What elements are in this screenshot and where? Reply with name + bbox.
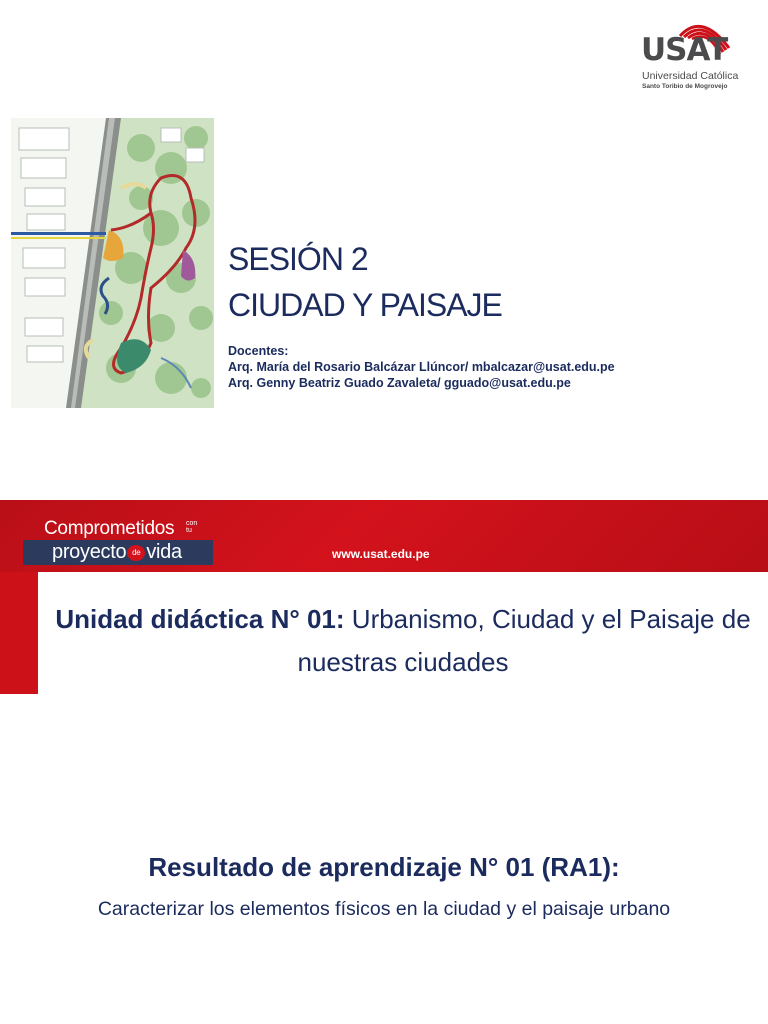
- logo-subtitle: Universidad Católica: [642, 70, 739, 82]
- slogan-con: con: [186, 520, 198, 527]
- slogan-word2: vida: [146, 541, 182, 563]
- slogan-de-badge: de: [127, 545, 145, 561]
- docente-1: Arq. María del Rosario Balcázar Llúncor/ mbalcazar@usat.edu.pe: [228, 360, 615, 374]
- slogan-line1: Comprometidos: [44, 518, 175, 539]
- session-title-line2: CIUDAD Y PAISAJE: [228, 287, 502, 323]
- usat-logo: [640, 18, 740, 98]
- slogan-word1: proyecto: [52, 541, 127, 563]
- resultado-text: Caracterizar los elementos físicos en la ciudad y el paisaje urbano: [97, 898, 671, 920]
- park-site-plan-image: [11, 118, 214, 408]
- unidad-text: Urbanismo, Ciudad y el Paisaje de nuestras ciudades: [297, 604, 751, 677]
- slogan-con-tu: [186, 520, 197, 534]
- docentes-heading: Docentes:: [228, 344, 289, 358]
- slogan-line2: [52, 541, 182, 564]
- logo-subtitle-2: Santo Toribio de Mogrovejo: [642, 83, 728, 90]
- session-title-line1: SESIÓN 2: [228, 241, 368, 277]
- red-side-strip: [0, 572, 38, 694]
- session-title: [228, 236, 502, 328]
- docentes-block: [228, 343, 615, 391]
- unidad-label: Unidad didáctica N° 01:: [55, 604, 345, 634]
- unidad-didactica: [38, 598, 768, 684]
- resultado-title: Resultado de aprendizaje N° 01 (RA1):: [148, 852, 620, 882]
- logo-wordmark: USAT: [641, 32, 728, 68]
- docente-2: Arq. Genny Beatriz Guado Zavaleta/ gguado@usat.edu.pe: [228, 376, 571, 390]
- slogan-tu: tu: [186, 527, 192, 534]
- website-url[interactable]: www.usat.edu.pe: [332, 547, 430, 561]
